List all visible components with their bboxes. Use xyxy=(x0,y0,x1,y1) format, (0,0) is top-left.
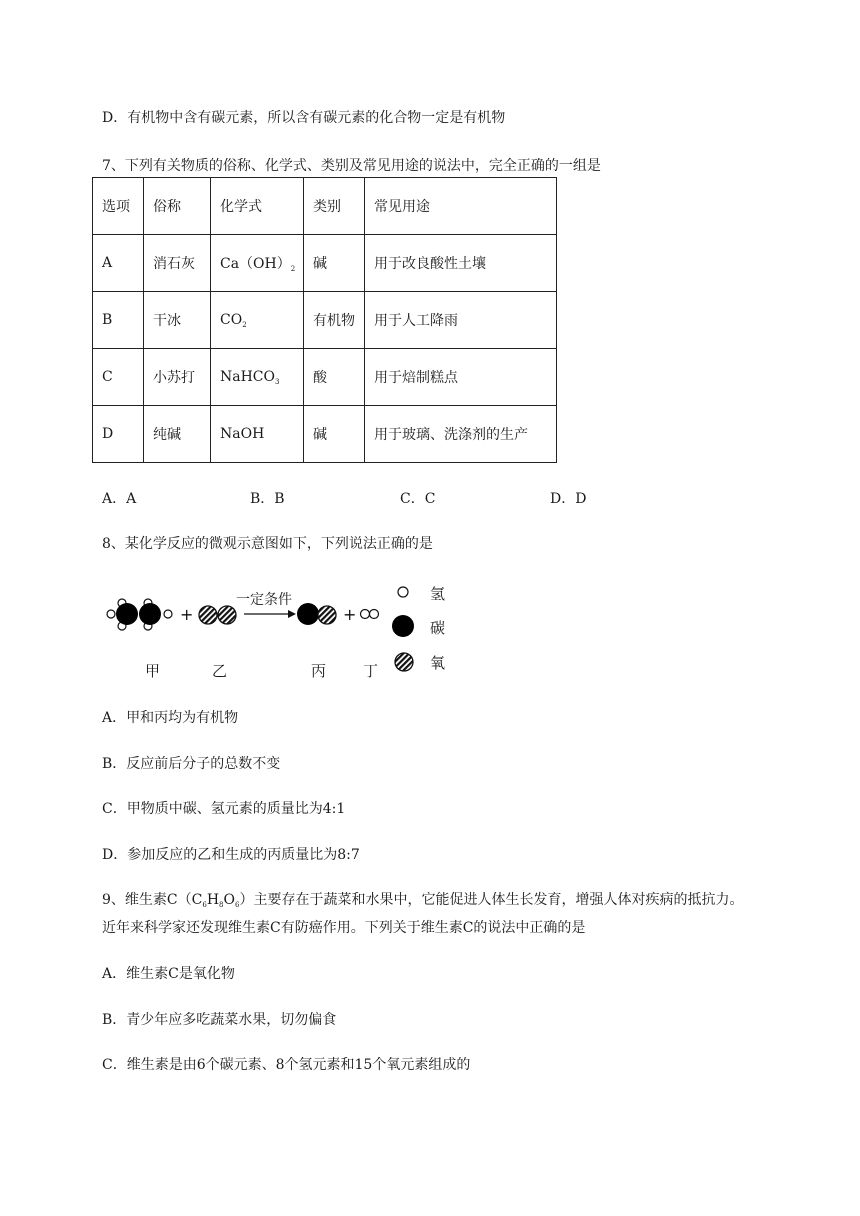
table-row xyxy=(93,349,557,406)
cell-option: C xyxy=(93,349,144,406)
q9-stem-line1: 9、维生素$C(C_6H_8O_6)$主要存在于蔬菜和水果中，它能促进人体生长发育，增强人体对疾病的抵抗力。 xyxy=(102,892,744,909)
cell-option: B xyxy=(93,292,144,349)
q7-stem: 7、下列有关物质的俗称、化学式、类别及常见用途的说法中，完全正确的一组是 xyxy=(102,158,601,174)
cell-common-name: 干冰 xyxy=(144,292,211,349)
cell-category: 有机物 xyxy=(304,292,365,349)
cell-formula: $CO_2$ xyxy=(211,292,304,349)
q7-choice-b[interactable]: B．B xyxy=(250,491,285,507)
header-category: 类别 xyxy=(304,178,365,235)
reaction-arrow xyxy=(244,610,296,618)
cell-use: 用于焙制糕点 xyxy=(365,349,557,406)
q7-table xyxy=(92,177,557,463)
cell-option: A xyxy=(93,235,144,292)
label-bing: 丙 xyxy=(311,662,327,680)
legend-carbon-icon xyxy=(392,615,414,637)
label-jia: 甲 xyxy=(145,662,161,680)
cell-common-name: 纯碱 xyxy=(144,406,211,463)
cell-formula: $Ca(OH)_2$ xyxy=(211,235,304,292)
q8-stem: 8、某化学反应的微观示意图如下，下列说法正确的是 xyxy=(102,536,433,552)
q9-option-c[interactable]: C．维生素是由6个碳元素、8个氢元素和15个氧元素组成的 xyxy=(102,1057,471,1073)
table-row xyxy=(93,235,557,292)
q9-stem-line2: 近年来科学家还发现维生素C有防癌作用。下列关于维生素C的说法中正确的是 xyxy=(102,920,586,936)
cell-use: 用于玻璃、洗涤剂的生产 xyxy=(365,406,557,463)
molecule-bing xyxy=(297,603,336,625)
cell-category: 碱 xyxy=(304,406,365,463)
reaction-condition: 一定条件 xyxy=(236,592,292,608)
cell-category: 酸 xyxy=(304,349,365,406)
q7-choice-c[interactable]: C．C xyxy=(400,491,436,507)
molecule-yi xyxy=(199,606,236,624)
table-header-row xyxy=(93,178,557,235)
legend-hydrogen-icon xyxy=(398,587,408,597)
legend-carbon-label: 碳 xyxy=(430,619,446,637)
cell-formula: NaHCO$_3$ xyxy=(211,349,304,406)
table-row xyxy=(93,406,557,463)
svg-text:+: + xyxy=(343,605,357,624)
q7-choice-d[interactable]: D．D xyxy=(550,491,587,507)
cell-use: 用于改良酸性土壤 xyxy=(365,235,557,292)
cell-formula: NaOH xyxy=(211,406,304,463)
q8-option-d[interactable]: D．参加反应的乙和生成的丙质量比为8:7 xyxy=(102,847,360,863)
cell-common-name: 消石灰 xyxy=(144,235,211,292)
header-formula: 化学式 xyxy=(211,178,304,235)
table-row xyxy=(93,292,557,349)
cell-common-name: 小苏打 xyxy=(144,349,211,406)
svg-text:+: + xyxy=(180,605,194,624)
legend-oxygen-icon xyxy=(393,651,415,673)
header-common-name: 俗称 xyxy=(144,178,211,235)
q9-option-a[interactable]: A．维生素C是氧化物 xyxy=(102,966,235,982)
legend-oxygen-label: 氧 xyxy=(430,654,446,672)
q9-option-b[interactable]: B．青少年应多吃蔬菜水果，切勿偏食 xyxy=(102,1012,337,1028)
label-yi: 乙 xyxy=(212,662,228,680)
q8-option-b[interactable]: B．反应前后分子的总数不变 xyxy=(102,756,281,772)
header-use: 常见用途 xyxy=(365,178,557,235)
q6-option-d: D．有机物中含有碳元素，所以含有碳元素的化合物一定是有机物 xyxy=(102,110,506,126)
header-option: 选项 xyxy=(93,178,144,235)
molecule-ding xyxy=(361,610,379,619)
label-ding: 丁 xyxy=(363,662,379,680)
q8-option-a[interactable]: A．甲和丙均为有机物 xyxy=(102,710,239,726)
molecule-jia xyxy=(107,599,172,630)
cell-option: D xyxy=(93,406,144,463)
cell-use: 用于人工降雨 xyxy=(365,292,557,349)
legend-hydrogen-label: 氢 xyxy=(430,585,446,603)
q7-choice-a[interactable]: A．A xyxy=(102,491,137,507)
q8-option-c[interactable]: C．甲物质中碳、氢元素的质量比为4:1 xyxy=(102,801,346,817)
cell-category: 碱 xyxy=(304,235,365,292)
